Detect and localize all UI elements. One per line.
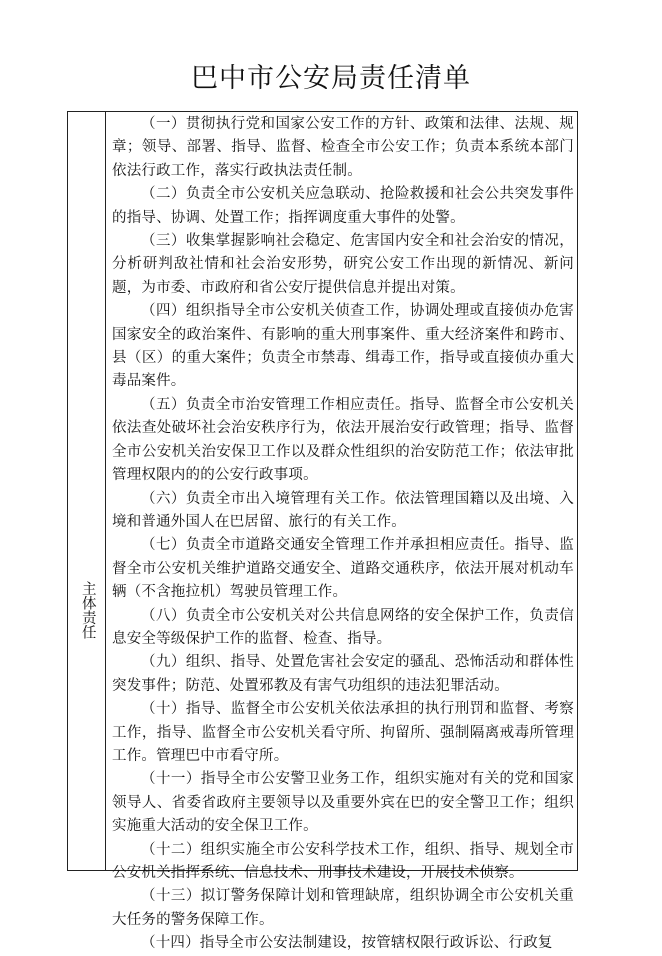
responsibility-item-12: （十二）组织实施全市公安科学技术工作，组织、指导、规划全市公安机关指挥系统、信息技术、刑事技术建设，开展技术侦察。 — [112, 841, 574, 881]
section-label: 主体责任 — [79, 581, 96, 639]
section-label-cell — [68, 112, 106, 870]
responsibility-item-6: （六）负责全市出入境管理有关工作。依法管理国籍以及出境、入境和普通外国人在巴居留、旅行的有关工作。 — [112, 490, 574, 530]
responsibility-item-5: （五）负责全市治安管理工作相应责任。指导、监督全市公安机关依法查处破坏社会治安秩序行为，依法开展治安行政管理；指导、监督全市公安机关治安保卫工作以及群众性组织的治安防范工作；依法审批管理权限内的的公安行政事项。 — [112, 396, 574, 484]
responsibility-item-13: （十三）拟订警务保障计划和管理缺席，组织协调全市公安机关重大任务的警务保障工作。 — [112, 888, 574, 928]
responsibility-item-8: （八）负责全市公安机关对公共信息网络的安全保护工作，负责信息安全等级保护工作的监督、检查、指导。 — [112, 607, 574, 647]
responsibility-item-2: （二）负责全市公安机关应急联动、抢险救援和社会公共突发事件的指导、协调、处置工作；指挥调度重大事件的处警。 — [112, 186, 574, 226]
responsibility-content — [106, 112, 579, 956]
responsibility-item-10: （十）指导、监督全市公安机关依法承担的执行刑罚和监督、考察工作，指导、监督全市公安机关看守所、拘留所、强制隔离戒毒所管理工作。管理巴中市看守所。 — [112, 701, 574, 764]
responsibility-item-9: （九）组织、指导、处置危害社会安定的骚乱、恐怖活动和群体性突发事件；防范、处置邪教及有害气功组织的违法犯罪活动。 — [112, 654, 574, 694]
responsibility-item-1: （一）贯彻执行党和国家公安工作的方针、政策和法律、法规、规章；领导、部署、指导、监督、检查全市公安工作；负责本系统本部门依法行政工作，落实行政执法责任制。 — [112, 116, 574, 179]
responsibility-item-4: （四）组织指导全市公安机关侦查工作，协调处理或直接侦办危害国家安全的政治案件、有影响的重大刑事案件、重大经济案件和跨市、县（区）的重大案件；负责全市禁毒、缉毒工作，指导或直接侦办重大毒品案件。 — [112, 303, 574, 390]
responsibility-item-3: （三）收集掌握影响社会稳定、危害国内安全和社会治安的情况，分析研判敌社情和社会治安形势，研究公安工作出现的新情况、新问题，为市委、市政府和省公安厅提供信息并提出对策。 — [112, 233, 574, 296]
document-title: 巴中市公安局责任清单 — [191, 63, 471, 94]
responsibility-item-14: （十四）指导全市公安法制建设，按管辖权限行政诉讼、行政复 — [141, 935, 553, 952]
responsibility-table — [67, 111, 578, 952]
responsibility-item-7: （七）负责全市道路交通安全管理工作并承担相应责任。指导、监督全市公安机关维护道路交通安全、道路交通秩序，依法开展对机动车辆（不含拖拉机）驾驶员管理工作。 — [112, 537, 574, 601]
responsibility-item-11: （十一）指导全市公安警卫业务工作，组织实施对有关的党和国家领导人、省委省政府主要领导以及重要外宾在巴的安全警卫工作；组织实施重大活动的安全保卫工作。 — [112, 771, 574, 835]
